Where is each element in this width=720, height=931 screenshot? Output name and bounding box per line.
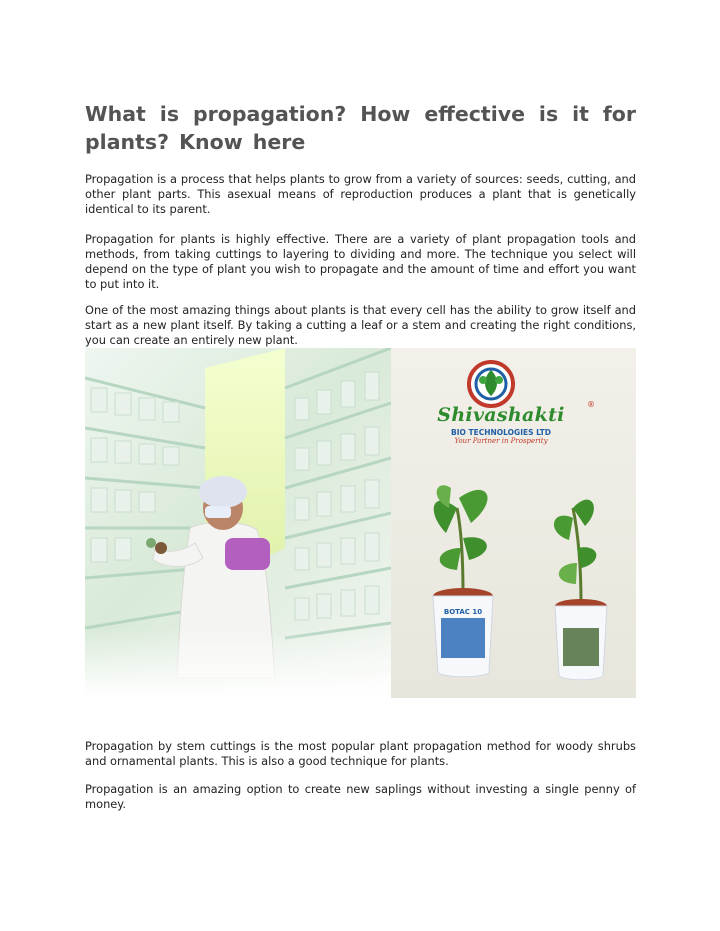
brand-block xyxy=(401,348,601,458)
product-photo xyxy=(391,348,636,698)
brand-subtitle: BIO TECHNOLOGIES LTD xyxy=(450,428,552,437)
brand-name: Shivashakti xyxy=(437,404,565,426)
page-title: What is propagation? How effective is it for plants? Know here xyxy=(85,102,636,154)
lab-photo-illustration xyxy=(85,348,391,698)
article-image xyxy=(85,348,636,698)
paragraph-definition: Propagation is a process that helps plants to grow from a variety of sources: seeds, cutting, and other plant parts. This asexual means of reproduction produces a plant that is genetically identical to its parent. xyxy=(85,172,636,216)
paragraph-saplings: Propagation is an amazing option to create new saplings without investing a single penny of money. xyxy=(85,782,636,811)
pot-label-left: BOTAC 10 xyxy=(443,608,483,616)
paragraph-stem-cuttings: Propagation by stem cuttings is the most popular plant propagation method for woody shrubs and ornamental plants. This is also a good technique for plants. xyxy=(85,739,636,768)
brand-tagline: Your Partner in Prosperity xyxy=(454,437,548,445)
paragraph-cell-ability: One of the most amazing things about plants is that every cell has the ability to grow itself and start as a new plant itself. By taking a cutting a leaf or a stem and creating the right conditions, you can create an entirely new plant. xyxy=(85,303,636,347)
potted-plant-right xyxy=(554,500,607,680)
registered-mark: ® xyxy=(587,400,595,409)
potted-plant-left xyxy=(433,485,493,676)
lab-photo xyxy=(85,348,391,698)
paragraph-effectiveness: Propagation for plants is highly effective. There are a variety of plant propagation tools and methods, from taking cuttings to layering to dividing and more. The technique you select will depend on the type of plant you wish to propagate and the amount of time and effort you want to put into it. xyxy=(85,232,636,291)
